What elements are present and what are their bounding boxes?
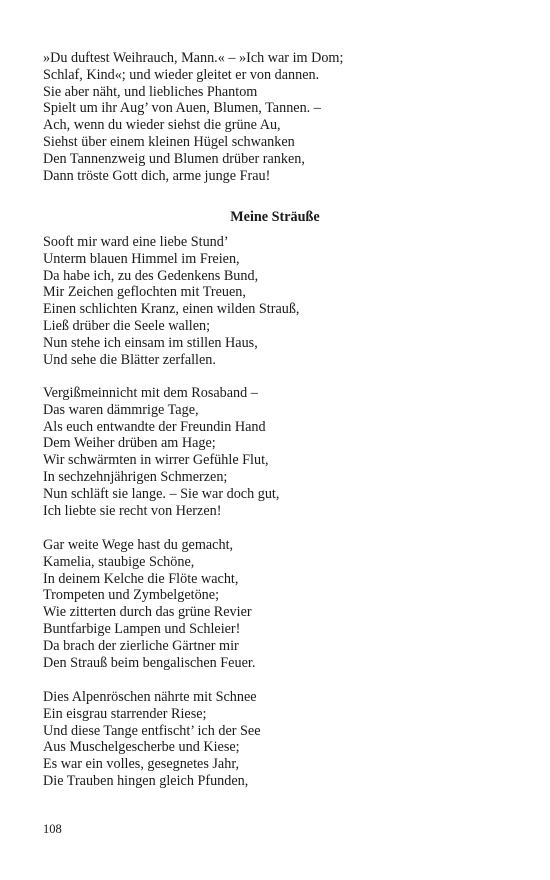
verse-line: Den Strauß beim bengalischen Feuer. [43, 654, 256, 671]
stanza [43, 385, 513, 519]
verse-line: Spielt um ihr Aug’ von Auen, Blumen, Tannen. – [43, 100, 321, 117]
verse-line: Vergißmeinnicht mit dem Rosaband – [43, 385, 258, 401]
verse-line: Einen schlichten Kranz, einen wilden Strauß, [43, 301, 300, 318]
verse-line: Gar weite Wege hast du gemacht, [43, 537, 234, 553]
verse-line: Als euch entwandte der Freundin Hand [43, 418, 266, 435]
page-number: 108 [43, 822, 62, 836]
previous-poem-stanza [43, 50, 513, 184]
verse-line: Nun schläft sie lange. – Sie war doch gut, [43, 485, 280, 502]
stanza [43, 689, 513, 790]
verse-line: Unterm blauen Himmel im Freien, [43, 250, 240, 267]
verse-line: In deinem Kelche die Flöte wacht, [43, 570, 239, 587]
verse-line: Kamelia, staubige Schöne, [43, 553, 195, 570]
verse-line: Dann tröste Gott dich, arme junge Frau! [43, 167, 271, 184]
verse-line: Mir Zeichen geflochten mit Treuen, [43, 284, 246, 301]
verse-line: Es war ein volles, gesegnetes Jahr, [43, 756, 240, 773]
verse-line: Wie zitterten durch das grüne Revier [43, 604, 252, 621]
verse-line: Schlaf, Kind«; und wieder gleitet er von dannen. [43, 66, 320, 83]
verse-line: Sie aber näht, und liebliches Phantom [43, 83, 258, 100]
verse-line: Ließ drüber die Seele wallen; [43, 317, 211, 334]
verse-line: Und sehe die Blätter zerfallen. [43, 351, 216, 368]
verse-line: Ach, wenn du wieder siehst die grüne Au, [43, 117, 281, 134]
verse-line: Dem Weiher drüben am Hage; [43, 435, 216, 452]
verse-line: Sooft mir ward eine liebe Stund’ [43, 234, 229, 250]
verse-line: In sechzehnjährigen Schmerzen; [43, 468, 228, 485]
verse-line: Den Tannenzweig und Blumen drüber ranken, [43, 150, 305, 167]
verse-line: Wir schwärmten in wirrer Gefühle Flut, [43, 452, 269, 469]
verse-line: Da habe ich, zu des Gedenkens Bund, [43, 267, 259, 284]
verse-line: Ich liebte sie recht von Herzen! [43, 502, 222, 519]
verse-line: Und diese Tange entfischt’ ich der See [43, 722, 261, 739]
poem-title: Meine Sträuße [230, 209, 320, 225]
verse-line: »Du duftest Weihrauch, Mann.« – »Ich war im Dom; [43, 50, 344, 66]
verse-line: Das waren dämmrige Tage, [43, 401, 199, 418]
verse-line: Die Trauben hingen gleich Pfunden, [43, 772, 249, 789]
verse-line: Da brach der zierliche Gärtner mir [43, 637, 239, 654]
verse-line: Ein eisgrau starrender Riese; [43, 705, 207, 722]
verse-line: Dies Alpenröschen nährte mit Schnee [43, 689, 257, 705]
verse-line: Aus Muschelgescherbe und Kiese; [43, 739, 240, 756]
stanza [43, 537, 513, 671]
stanza [43, 234, 513, 368]
verse-line: Siehst über einem kleinen Hügel schwanken [43, 133, 295, 150]
verse-line: Nun stehe ich einsam im stillen Haus, [43, 334, 258, 351]
verse-line: Trompeten und Zymbelgetöne; [43, 587, 220, 604]
verse-line: Buntfarbige Lampen und Schleier! [43, 620, 241, 637]
